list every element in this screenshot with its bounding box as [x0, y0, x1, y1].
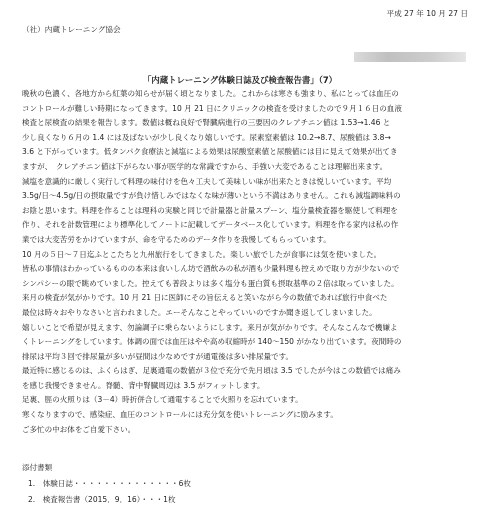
body-line: 最位は時々おやりなさいと言われました。エーそんなことやっていいのですか聞き返してしまいました。 [22, 307, 377, 317]
body-line: 減塩を意識的に厳しく実行して料理の味付けを色々工夫して美味しい味が出来たときは悦しいています。平均 [22, 176, 392, 186]
attachment-item: 1. 体験日誌・・・・・・・・・・・・・・6枚 [28, 479, 191, 488]
body-line: 3.5g/日～4.5g/日の摂取量ですが負け惜しみではなくな味が薄いという不満はありません。これも減塩調味料の [22, 191, 401, 201]
body-line: 嬉しいことで希望が見えます、勿論調子に乗らないようにします。来月が気がかりです。そんなこんなで機嫌よ [22, 322, 398, 332]
attachments-section [22, 460, 322, 508]
body-line: 検査と尿検査の結果を報告します。数値は概ね良好で腎臓病進行の三要因のクレアチニン値は 1.53→1.46 と [22, 118, 391, 128]
attachment-item: 2. 検査報告書（2015．9．16）・・・1枚 [28, 495, 176, 504]
body-line: 皆私の事情はわかっているものの本来は食いしん坊で酒飲みの私が酒も少量料理も控えめで取り方が少ないので [22, 264, 400, 274]
body-line: 少し良くなり６月の 1.4 には及ばないが少し良くなり嬉しいです。尿素窒素値は 10.2→8.7、尿酸値は 3.8→ [22, 132, 391, 142]
body-line: を感じ我慢できません。脊髄、背中腎臓周辺は 3.5 がフィットします。 [22, 380, 265, 390]
attachments-heading: 添付書類 [22, 463, 53, 472]
body-line: 業では大変苦労をかけていますが、命を守るためのデータ作りを我慢してもらっています。 [22, 234, 331, 244]
body-line: 寒くなりますので、感染症、血圧のコントロールには充分気を使いトレーニングに励みます。 [22, 410, 338, 420]
organization-name: （社）内蔵トレーニング協会 [22, 25, 121, 34]
body-line: 晩秋の色濃く、各地方から紅葉の知らせが届く頃となりました。これからは寒さも強まり、私にとっては血圧の [22, 89, 399, 98]
body-line: 3.6 と下がっています。低タンパク食療法と減塩による効果は尿酸窒素値と尿酸値には目に見えて効果が出てき [22, 147, 398, 157]
report-body [22, 87, 470, 437]
redacted-recipient [354, 52, 466, 62]
body-line: シンパシーの眼で眺めていました。控えても普段よりは多く塩分も蛋白質も摂取基準の２倍は取っていました。 [22, 278, 399, 288]
body-line: 来月の検査が気がかりです。10 月 21 日に医師にその旨伝えると笑いながら今の数値であれば旅行中食べた [22, 293, 388, 303]
body-line: ますが、 クレアチニン値は下がらない事が医学的な常識ですから、手強い大変であることは理解出来ます。 [22, 161, 388, 171]
body-line: くトレーニングをしています。体調の面では血圧はやや高め収縮時が 140～150 がかなり出ています。夜間時の [22, 337, 402, 347]
report-title: 「内蔵トレーニング体験日誌及び検査報告書」（7） [142, 75, 338, 85]
body-line: 10 月の５日～７日迄ふとこたちと九州旅行をしてきました。楽しい旅でしたが食事には気を使いました。 [22, 249, 382, 259]
body-line: 作り、それを計数管理により標準化してノートに記載してデータベース化しています。料理を作る家内は私の作 [22, 220, 399, 230]
body-line: 足裏、脛の火照りは（3－4）時折併合して通電することで火照りを忘れています。 [22, 395, 303, 405]
document-date: 平成 27 年 10 月 27 日 [386, 9, 468, 18]
body-line: 最近特に感じるのは、ふくらはぎ、足裏通電の数値が３位で充分で先月頃は 3.5 でしたが今はこの数値では痛み [22, 366, 401, 376]
body-line: 排尿は平均３回で排尿量が多いが昼間は少なめですが通電後は多い排尿量です。 [22, 351, 294, 361]
body-line: コントロールが難しい時期になってきます。10 月 21 日にクリニックの検査を受けましたので９月１６日の血液 [22, 103, 402, 113]
body-line: ご多忙の中お体をご自愛下さい。 [22, 424, 136, 434]
body-line: お陰と思います。料理を作ることは理科の実験と同じで計量器と計量スプーン、塩分量検査器を駆使して料理を [22, 205, 398, 215]
